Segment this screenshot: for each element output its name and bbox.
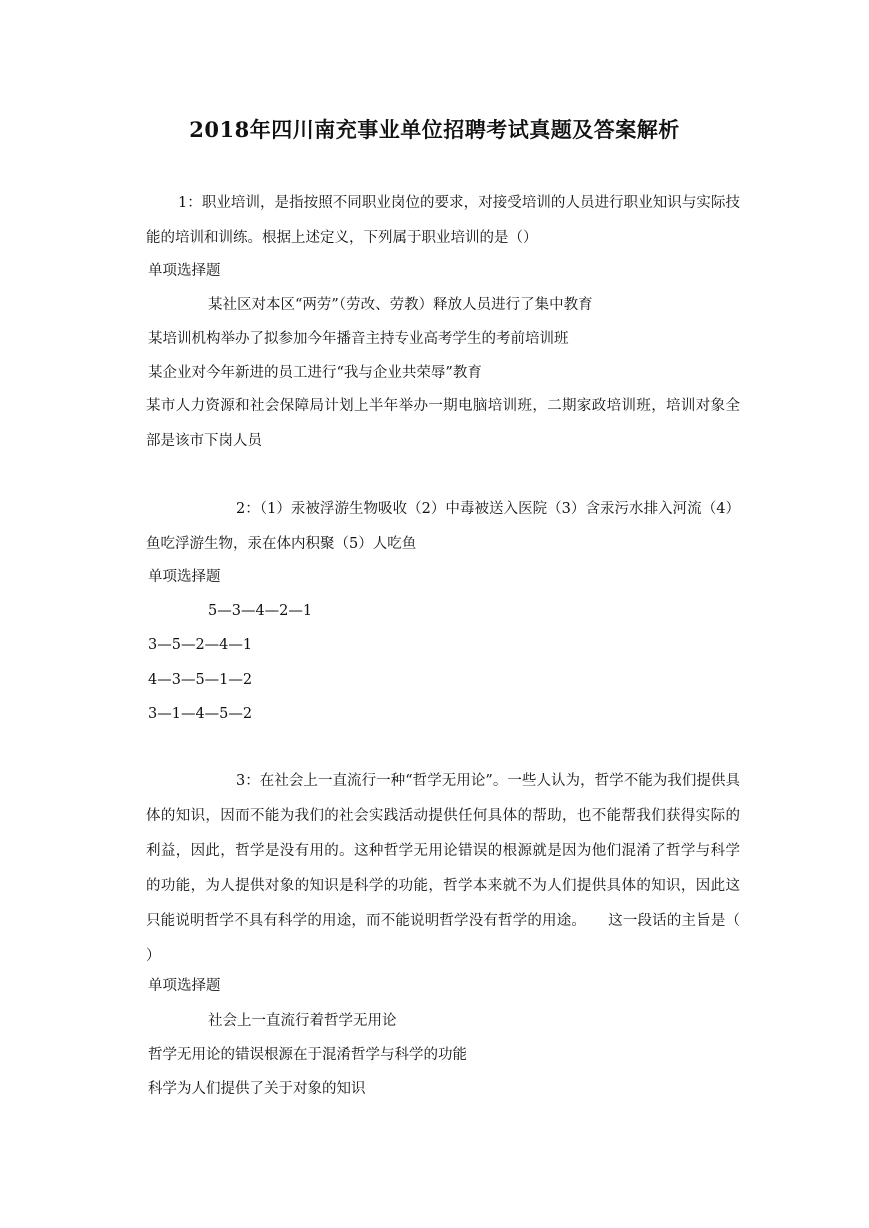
question-3-option-c: 科学为人们提供了关于对象的知识 <box>148 1081 366 1097</box>
question-2-option-b: 3—5—2—4—1 <box>148 637 253 653</box>
question-1-option-d: 某市人力资源和社会保障局计划上半年举办一期电脑培训班，二期家政培训班，培训对象全部是该市下岗人员 <box>146 398 740 449</box>
question-2-option-d: 3—1—4—5—2 <box>148 706 253 722</box>
question-2-stem: 2：（1）汞被浮游生物吸收（2）中毒被送入医院（3）含汞污水排入河流（4）鱼吃浮游生物，汞在体内积聚（5）人吃鱼 <box>146 501 740 552</box>
question-2-option-c: 4—3—5—1—2 <box>148 672 253 688</box>
question-3-stem: 3：在社会上一直流行一种“哲学无用论”。一些人认为，哲学不能为我们提供具体的知识，因而不能为我们的社会实践活动提供任何具体的帮助，也不能帮我们获得实际的利益，因此，哲学是没有用的。这种哲学无用论错误的根源就是因为他们混淆了哲学与科学的功能，为人提供对象的知识是科学的功能，哲学本来就不为人们提供具体的知识，因此这只能说明哲学不具有科学的用途，而不能说明哲学没有哲学的用途。 这一段话的主旨是（ ） <box>146 773 740 964</box>
question-1-option-b: 某培训机构举办了拟参加今年播音主持专业高考学生的考前培训班 <box>148 331 569 347</box>
question-2-type: 单项选择题 <box>148 569 221 585</box>
question-3-option-a: 社会上一直流行着哲学无用论 <box>208 1013 397 1029</box>
question-1-type: 单项选择题 <box>148 263 221 279</box>
document-title: 2018年四川南充事业单位招聘考试真题及答案解析 <box>189 117 680 142</box>
question-2-option-a: 5—3—4—2—1 <box>208 603 313 619</box>
question-3-option-b: 哲学无用论的错误根源在于混淆哲学与科学的功能 <box>148 1047 467 1063</box>
question-1-option-a: 某社区对本区“两劳”（劳改、劳教）释放人员进行了集中教育 <box>208 297 593 313</box>
question-1-option-c: 某企业对今年新进的员工进行“我与企业共荣辱”教育 <box>148 365 482 381</box>
question-1-stem: 1：职业培训，是指按照不同职业岗位的要求，对接受培训的人员进行职业知识与实际技能的培训和训练。根据上述定义，下列属于职业培训的是（） <box>146 195 740 246</box>
question-3-type: 单项选择题 <box>148 978 221 994</box>
